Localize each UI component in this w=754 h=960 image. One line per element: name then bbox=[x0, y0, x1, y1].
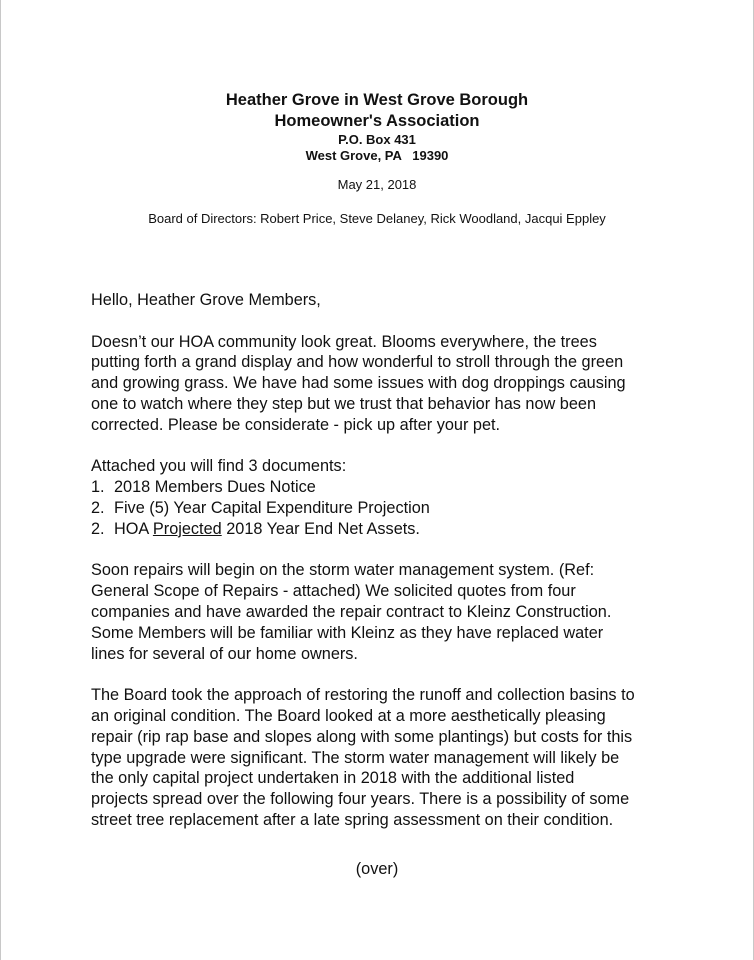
text-line: lines for several of our home owners. bbox=[91, 644, 358, 663]
letter-date: May 21, 2018 bbox=[337, 177, 417, 192]
list-item-text-pre: HOA bbox=[114, 519, 153, 538]
org-name-line1: Heather Grove in West Grove Borough bbox=[225, 91, 529, 109]
text-line: repair (rip rap base and slopes along with some plantings) but costs for this bbox=[91, 727, 633, 746]
attached-intro: Attached you will find 3 documents: bbox=[91, 457, 347, 476]
paragraph-board-approach bbox=[91, 685, 691, 831]
list-number: 1. bbox=[91, 478, 105, 497]
over-note: (over) bbox=[355, 860, 399, 878]
list-item-text: Five (5) Year Capital Expenditure Projection bbox=[114, 498, 430, 517]
list-item bbox=[91, 498, 691, 519]
list-number: 2. bbox=[91, 498, 105, 517]
documents-list bbox=[91, 477, 691, 539]
list-number: 2. bbox=[91, 519, 105, 538]
text-line: and growing grass. We have had some issues with dog droppings causing bbox=[91, 374, 626, 393]
text-line: Doesn’t our HOA community look great. Blooms everywhere, the trees bbox=[91, 332, 597, 351]
text-line: type upgrade were significant. The storm water management will likely be bbox=[91, 748, 620, 767]
letter-body bbox=[91, 290, 691, 852]
greeting: Hello, Heather Grove Members, bbox=[91, 291, 321, 309]
list-item-text: 2018 Members Dues Notice bbox=[114, 478, 316, 497]
text-line: street tree replacement after a late spring assessment on their condition. bbox=[91, 810, 614, 829]
text-line: the only capital project undertaken in 2018 with the additional listed bbox=[91, 769, 575, 788]
text-line: projects spread over the following four years. There is a possibility of some bbox=[91, 790, 630, 809]
po-box: P.O. Box 431 bbox=[338, 132, 416, 147]
paragraph-repairs bbox=[91, 560, 691, 664]
text-line: an original condition. The Board looked at a more aesthetically pleasing bbox=[91, 706, 606, 725]
text-line: companies and have awarded the repair contract to Kleinz Construction. bbox=[91, 602, 612, 621]
list-item-underlined: Projected bbox=[152, 519, 222, 538]
text-line: The Board took the approach of restoring the runoff and collection basins to bbox=[91, 686, 635, 705]
text-line: Soon repairs will begin on the storm water management system. (Ref: bbox=[91, 561, 595, 580]
text-line: one to watch where they step but we trust that behavior has now been bbox=[91, 394, 597, 413]
paragraph-community bbox=[91, 332, 691, 436]
list-item bbox=[91, 477, 691, 498]
text-line: corrected. Please be considerate - pick up after your pet. bbox=[91, 415, 501, 434]
city-state-zip: West Grove, PA 19390 bbox=[305, 148, 449, 163]
text-line: Some Members will be familiar with Kleinz as they have replaced water bbox=[91, 623, 604, 642]
list-item bbox=[91, 519, 691, 540]
board-of-directors: Board of Directors: Robert Price, Steve Delaney, Rick Woodland, Jacqui Eppley bbox=[148, 211, 606, 226]
text-line: putting forth a grand display and how wonderful to stroll through the green bbox=[91, 353, 624, 372]
letterhead bbox=[1, 90, 753, 164]
text-line: General Scope of Repairs - attached) We solicited quotes from four bbox=[91, 582, 576, 601]
list-item-text-post: 2018 Year End Net Assets. bbox=[221, 519, 420, 538]
org-name-line2: Homeowner's Association bbox=[274, 112, 480, 130]
